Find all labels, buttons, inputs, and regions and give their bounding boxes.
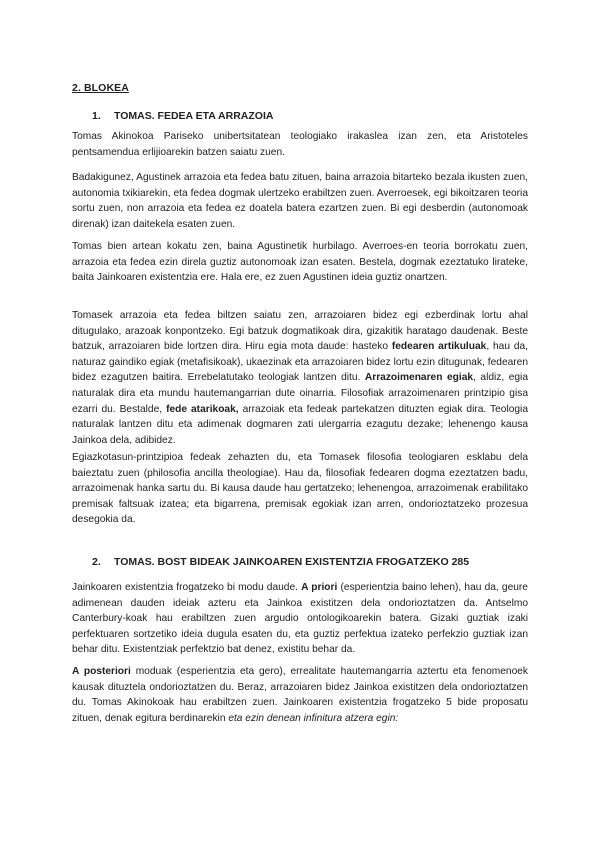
paragraph-text: arrazoiak eta fedeak partekatzen dituzten egiak dira. Teologia naturalak lantzen ditu eta adimenak dogmaren zati ulergarria ezagutu dezake; lehenengo kausa Jainkoa dela, adibidez. (72, 403, 528, 446)
paragraph: Tomas bien artean kokatu zen, baina Agustinetik hurbilago. Averroes-en teoria borrokatu zuen, arrazoia eta fedea ezin direla guztiz autonomoak izan esaten. Bestela, dogmak ezeztatuko lirateke, baita Jainkoaren existentzia ere. Hala ere, ez zuen Agustinen ideia guztiz onartzen. (72, 241, 528, 284)
paragraph (72, 664, 528, 726)
bold-term: fede atarikoak, (166, 403, 239, 415)
section-1-title: TOMAS. FEDEA ETA ARRAZOIA (114, 110, 274, 122)
paragraph-text: , aldiz, egia naturalak dira eta mundu hautemangarrian dute oinarria. Filosofiak arrazoimenaren printzipio gisa ezarri du. Bestalde, (72, 372, 528, 415)
section-2-title: TOMAS. BOST BIDEAK JAINKOAREN EXISTENTZIA FROGATZEKO 285 (114, 556, 470, 568)
paragraph-text: (esperientzia baino lehen), hau da, geure adimenean dauden ideiak azteru eta Jainkoa existitzen dela ondorioztatzen da. Antselmo Canterbury-koak hau erabiltzen zuen argudio ontologikoarekin batera. Gizaki guztiak izaki perfektuaren sortzetiko ideia dugula esaten du, eta guztiz perfektua izateko perfekzio guztiak izan behar ditu. Existentziak perfektzio bat denez, existitu behar da. (72, 582, 528, 656)
block-title: 2. BLOKEA (72, 82, 129, 94)
paragraph-text: moduak (esperientzia eta gero), errealitate hautemangarria aztertu eta fenomenoek kausak dituztela ondorioztatzen du. Beraz, arrazoiaren bidez Jainkoa existitzen dela ondorioztatzen du. Tomas Akinokoak hau erabiltzen zuen. Jainkoaren existentzia frogatzeko 5 bide proposatu zituen, denak egitura berdinarekin (72, 666, 528, 724)
paragraph-text: Tomasek arrazoia eta fedea biltzen saiatu zen, arrazoiaren bidez egi ezberdinak lortu ahal ditugulako, arazoak konpontzeko. Egi batzuk dogmatikoak dira, gizakitik haratago daudenak. Beste batzuk, arrazoiaren bide lortzen dira. Hiru egia mota daude: hasteko (72, 310, 528, 353)
paragraph-text: , hau da, naturaz gaindiko egiak (metafisikoak), ukaezinak eta arrazoiaren bidez lortu ezin ditugunak, fedearen bidez ezagutzen baitira. Errebelatutako teologiak lantzen ditu. (72, 341, 528, 384)
paragraph-text: Jainkoaren existentzia frogatzeko bi modu daude. (72, 582, 302, 593)
section-1-heading (92, 110, 273, 122)
paragraph: Egiazkotasun-printzipioa fedeak zehazten du, eta Tomasek filosofia teologiaren esklabu dela baieztatu zuen (philosofia ancilla theologiae). Hau da, filosofiak fedearen dogma ezeztatzen badu, arrazoimenak hanka sartu du. Bi kausa daude hau gertatzeko; lehenengoa, arrazoimenak erabilitako premisak faltsuak izatea; eta bigarrena, premisak egokiak izan arren, ondorioztatzeko prozesua desegokia da. (72, 452, 528, 526)
bold-term: fedearen artikuluak (391, 341, 487, 353)
section-1-number: 1. (92, 110, 101, 122)
bold-term: A posteriori (72, 666, 131, 677)
section-2-number: 2. (92, 556, 101, 568)
section-2-heading (92, 556, 469, 568)
paragraph: Badakigunez, Agustinek arrazoia eta fedea batu zituen, baina arrazoia bitarteko bezala ikusten zuen, autonomia txikiarekin, eta fedea dogmak ulertzeko erabiltzen zuen. Averroesek, egi bikoitzaren teoria sortu zuen, non arrazoia eta fedea ez doatela batera ezartzen zuen. Bi egi desberdin (autonomoak direnak) izan daitekela esaten zuen. (72, 172, 528, 230)
paragraph: Tomas Akinokoa Pariseko unibertsitatean teologiako irakaslea izan zen, eta Aristoteles pentsamendua erlijioarekin batzen saiatu zuen. (72, 131, 528, 158)
bold-term: A priori (301, 582, 338, 593)
paragraph (72, 308, 528, 448)
italic-text: eta ezin denean infinitura atzera egin: (228, 712, 399, 724)
paragraph (72, 580, 528, 658)
bold-term: Arrazoimenaren egiak (364, 372, 474, 384)
